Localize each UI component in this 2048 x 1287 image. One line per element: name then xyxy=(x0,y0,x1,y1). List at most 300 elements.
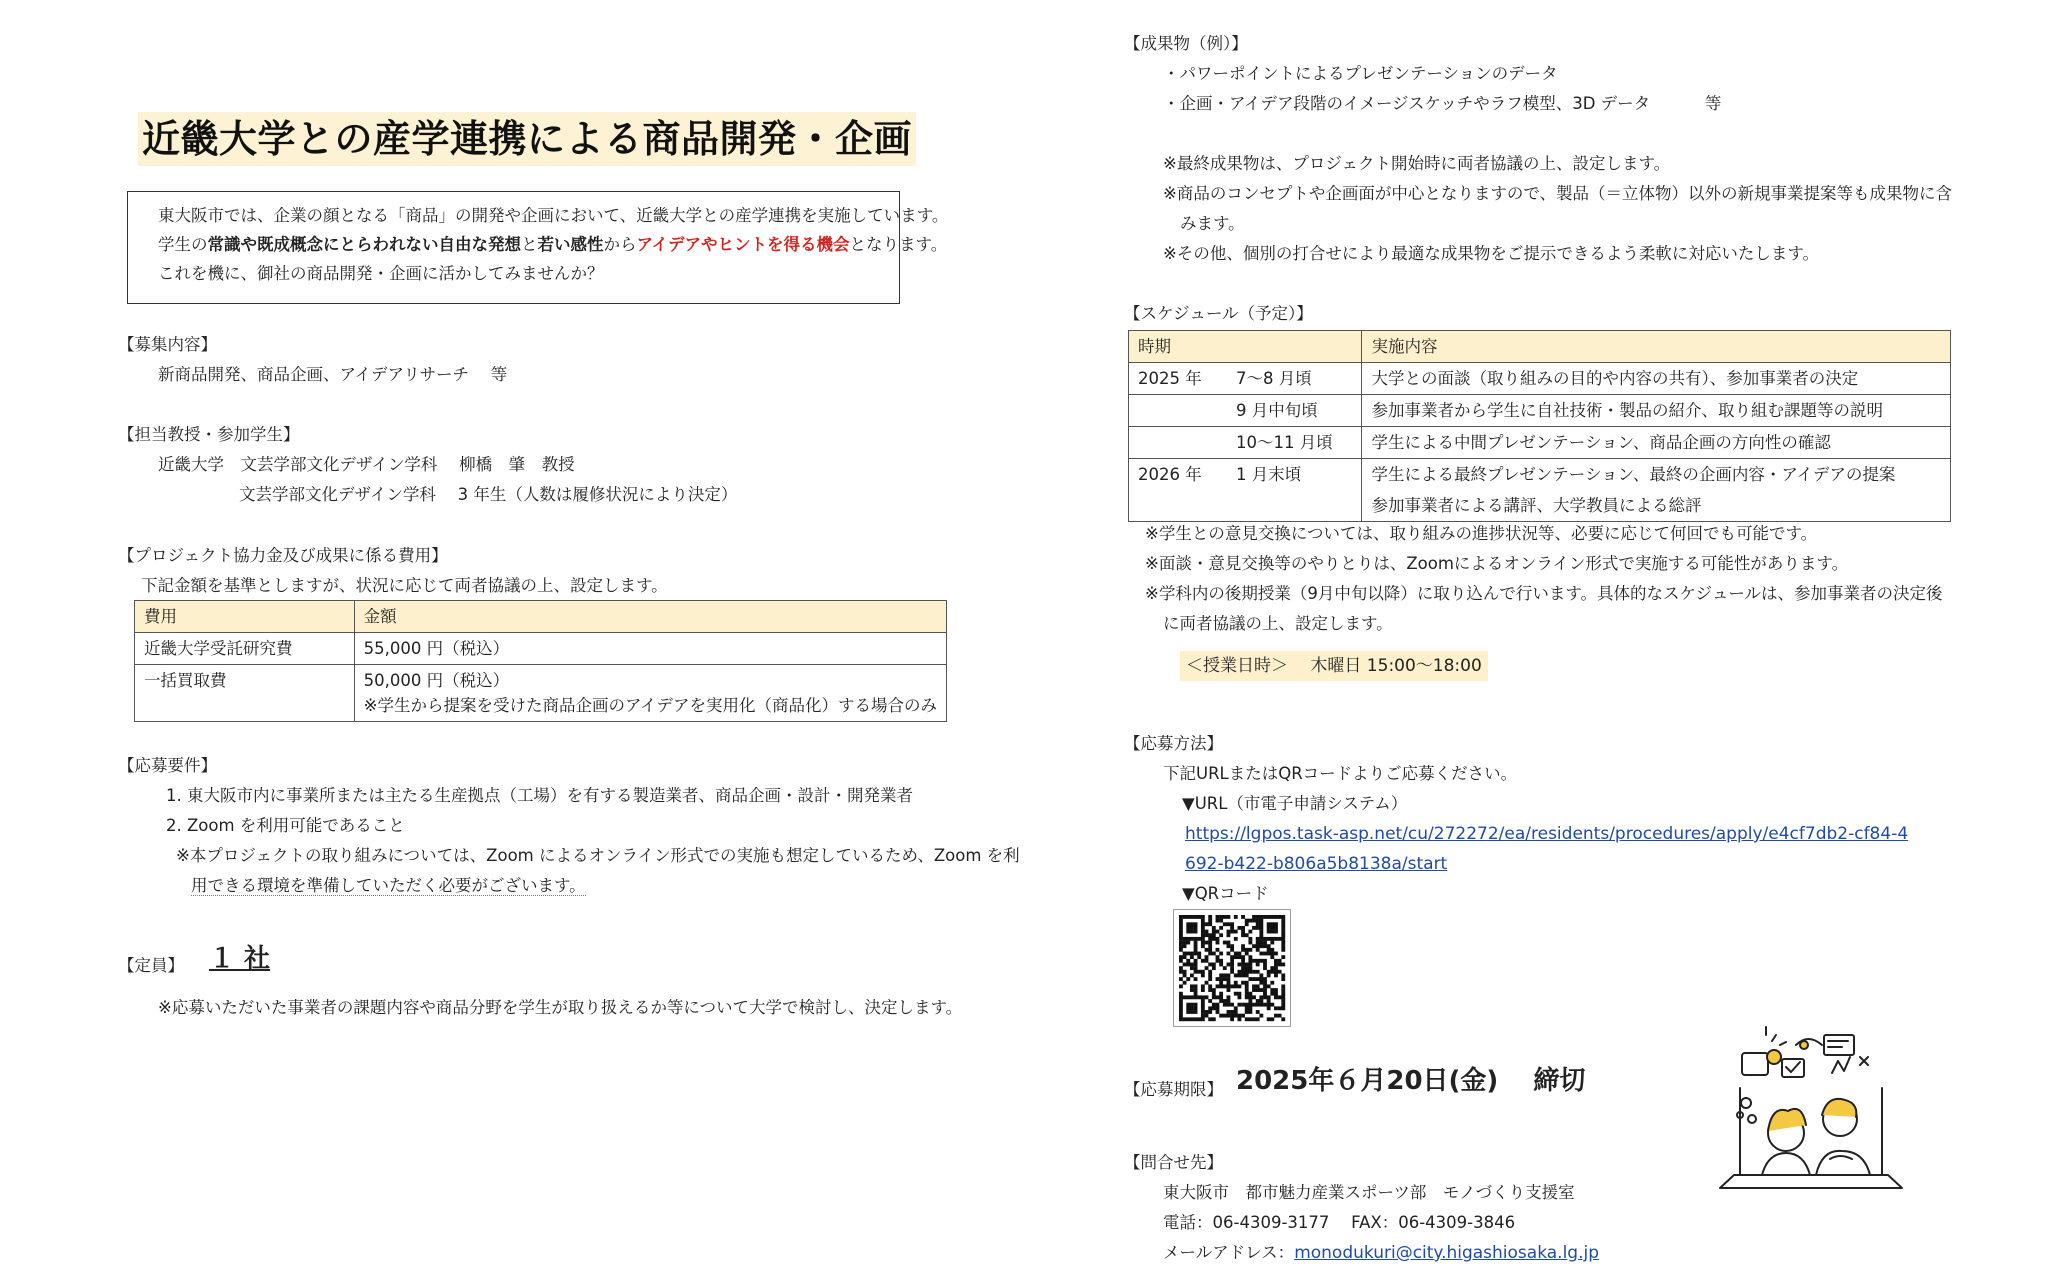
qr-module xyxy=(1194,1003,1198,1007)
qr-module xyxy=(1248,970,1252,974)
qr-module xyxy=(1201,944,1205,948)
qr-module xyxy=(1179,955,1183,959)
qr-module xyxy=(1208,984,1212,988)
qr-module xyxy=(1248,959,1252,963)
qr-module xyxy=(1263,966,1267,970)
qr-module xyxy=(1201,922,1205,926)
qr-module xyxy=(1256,926,1260,930)
qr-module xyxy=(1201,930,1205,934)
qr-module xyxy=(1179,1006,1183,1010)
qr-module xyxy=(1212,966,1216,970)
qr-module xyxy=(1190,955,1194,959)
qr-module xyxy=(1186,952,1190,956)
schedule-heading: 【スケジュール（予定）】 xyxy=(1124,304,1313,323)
qr-module xyxy=(1237,973,1241,977)
qr-module xyxy=(1190,952,1194,956)
qr-module xyxy=(1281,955,1285,959)
qr-module xyxy=(1179,948,1183,952)
qr-module xyxy=(1281,995,1285,999)
qr-module xyxy=(1179,922,1183,926)
qr-module xyxy=(1223,915,1227,919)
qr-module xyxy=(1252,944,1256,948)
apply-heading: 【応募方法】 xyxy=(1124,734,1223,753)
qr-module xyxy=(1183,970,1187,974)
qr-module xyxy=(1248,1003,1252,1007)
schedule-year xyxy=(1129,490,1228,522)
qr-module xyxy=(1223,1003,1227,1007)
qr-module xyxy=(1179,995,1183,999)
qr-module xyxy=(1256,963,1260,967)
schedule-month: 10～11 月頃 xyxy=(1227,427,1362,459)
qr-module xyxy=(1274,1014,1278,1018)
qr-module xyxy=(1179,933,1183,937)
qr-module xyxy=(1248,1010,1252,1014)
qr-module xyxy=(1281,926,1285,930)
table-row xyxy=(1129,490,1951,522)
qr-module xyxy=(1208,977,1212,981)
qr-module xyxy=(1248,937,1252,941)
qr-module xyxy=(1205,941,1209,945)
qr-module xyxy=(1281,988,1285,992)
qr-module xyxy=(1186,1006,1190,1010)
qr-module xyxy=(1212,930,1216,934)
deadline-value: 2025年６月20日(金) 締切 xyxy=(1236,1066,1586,1096)
qr-module xyxy=(1278,1014,1282,1018)
schedule-col-period: 時期 xyxy=(1129,331,1362,363)
qr-module xyxy=(1256,988,1260,992)
cost-col-item: 費用 xyxy=(135,601,355,633)
qr-module xyxy=(1259,941,1263,945)
qr-module xyxy=(1219,981,1223,985)
table-row xyxy=(1129,395,1951,427)
qr-module xyxy=(1252,977,1256,981)
qr-module xyxy=(1197,952,1201,956)
qr-module xyxy=(1216,915,1220,919)
qr-module xyxy=(1212,937,1216,941)
qr-module xyxy=(1263,915,1267,919)
qr-module xyxy=(1234,955,1238,959)
qr-module xyxy=(1216,930,1220,934)
qr-module xyxy=(1186,977,1190,981)
qr-module xyxy=(1248,1006,1252,1010)
qr-module xyxy=(1237,1017,1241,1021)
qr-module xyxy=(1216,995,1220,999)
qr-module xyxy=(1281,999,1285,1003)
qr-module xyxy=(1227,941,1231,945)
qr-module xyxy=(1186,959,1190,963)
qr-module xyxy=(1281,992,1285,996)
qr-module xyxy=(1216,984,1220,988)
qr-module xyxy=(1248,1017,1252,1021)
cost-table xyxy=(134,600,947,722)
qr-module xyxy=(1274,995,1278,999)
qr-module xyxy=(1208,948,1212,952)
qr-module xyxy=(1245,952,1249,956)
requirement-note-2: 用できる環境を準備していただく必要がございます。 xyxy=(191,876,586,895)
qr-module xyxy=(1212,988,1216,992)
apply-url-link-line-1[interactable]: https://lgpos.task-asp.net/cu/272272/ea/residents/procedures/apply/e4cf7db2-cf84-4 xyxy=(1185,824,1909,844)
qr-module xyxy=(1219,952,1223,956)
capacity-note: ※応募いただいた事業者の課題内容や商品分野を学生が取り扱えるか等について大学で検討し、決定します。 xyxy=(158,998,963,1017)
qr-module xyxy=(1245,933,1249,937)
qr-module xyxy=(1212,933,1216,937)
qr-module xyxy=(1259,944,1263,948)
qr-module xyxy=(1205,922,1209,926)
qr-module xyxy=(1267,1006,1271,1010)
qr-module xyxy=(1201,919,1205,923)
qr-module xyxy=(1201,970,1205,974)
qr-module xyxy=(1216,919,1220,923)
qr-module xyxy=(1267,1017,1271,1021)
qr-module xyxy=(1252,959,1256,963)
qr-module xyxy=(1237,963,1241,967)
qr-module xyxy=(1227,1010,1231,1014)
qr-module xyxy=(1245,992,1249,996)
qr-module xyxy=(1194,948,1198,952)
qr-module xyxy=(1190,922,1194,926)
qr-module xyxy=(1230,1003,1234,1007)
qr-module xyxy=(1252,1003,1256,1007)
qr-module xyxy=(1201,995,1205,999)
qr-module xyxy=(1205,955,1209,959)
qr-module xyxy=(1179,1014,1183,1018)
qr-module xyxy=(1219,995,1223,999)
qr-module xyxy=(1252,970,1256,974)
qr-module xyxy=(1183,981,1187,985)
qr-module xyxy=(1190,1017,1194,1021)
qr-module xyxy=(1216,937,1220,941)
schedule-year xyxy=(1129,427,1228,459)
qr-module xyxy=(1248,977,1252,981)
schedule-note-1: ※学生との意見交換については、取り組みの進捗状況等、必要に応じて何回でも可能です。 xyxy=(1145,524,1818,543)
qr-module xyxy=(1201,1006,1205,1010)
qr-module xyxy=(1263,959,1267,963)
qr-module xyxy=(1274,952,1278,956)
qr-module xyxy=(1281,984,1285,988)
qr-module xyxy=(1201,933,1205,937)
qr-module xyxy=(1234,1014,1238,1018)
qr-module xyxy=(1270,981,1274,985)
qr-module xyxy=(1245,948,1249,952)
qr-module xyxy=(1252,915,1256,919)
qr-module xyxy=(1267,948,1271,952)
qr-module xyxy=(1186,963,1190,967)
qr-module xyxy=(1252,1017,1256,1021)
requirement-note-1: ※本プロジェクトの取り組みについては、Zoom によるオンライン形式での実施も想定しているため、Zoom を利 xyxy=(176,846,1020,865)
qr-module xyxy=(1248,999,1252,1003)
deliverable-note-3: ※その他、個別の打合せにより最適な成果物をご提示できるよう柔軟に対応いたします。 xyxy=(1163,244,1820,263)
qr-module xyxy=(1259,933,1263,937)
qr-module xyxy=(1263,984,1267,988)
qr-module xyxy=(1263,952,1267,956)
qr-module xyxy=(1241,966,1245,970)
qr-module xyxy=(1194,1010,1198,1014)
qr-module xyxy=(1241,948,1245,952)
qr-module xyxy=(1237,1003,1241,1007)
qr-module xyxy=(1281,919,1285,923)
qr-module xyxy=(1281,1017,1285,1021)
qr-module xyxy=(1194,1006,1198,1010)
qr-module xyxy=(1183,955,1187,959)
qr-module xyxy=(1179,937,1183,941)
qr-module xyxy=(1186,930,1190,934)
qr-module xyxy=(1270,915,1274,919)
qr-module xyxy=(1267,944,1271,948)
qr-module xyxy=(1208,922,1212,926)
qr-module xyxy=(1201,1014,1205,1018)
cost-heading: 【プロジェクト協力金及び成果に係る費用】 xyxy=(118,546,448,565)
qr-module xyxy=(1212,952,1216,956)
deliverable-item-2: ・企画・アイデア段階のイメージスケッチやラフ模型、3D データ 等 xyxy=(1163,94,1722,113)
intro-line-1: 東大阪市では、企業の顔となる「商品」の開発や企画において、近畿大学との産学連携を実施しています。 xyxy=(158,206,949,225)
qr-module xyxy=(1190,937,1194,941)
qr-module xyxy=(1212,926,1216,930)
qr-module xyxy=(1223,966,1227,970)
qr-module xyxy=(1219,933,1223,937)
qr-module xyxy=(1230,922,1234,926)
qr-module xyxy=(1179,930,1183,934)
qr-module xyxy=(1245,970,1249,974)
qr-module xyxy=(1227,977,1231,981)
qr-module xyxy=(1259,999,1263,1003)
schedule-content: 参加事業者から学生に自社技術・製品の紹介、取り組む課題等の説明 xyxy=(1362,395,1951,427)
qr-module xyxy=(1230,948,1234,952)
qr-module xyxy=(1230,984,1234,988)
qr-module xyxy=(1216,1003,1220,1007)
qr-module xyxy=(1241,933,1245,937)
qr-module xyxy=(1270,1017,1274,1021)
qr-module xyxy=(1186,937,1190,941)
qr-module xyxy=(1263,995,1267,999)
qr-module xyxy=(1281,948,1285,952)
qr-module xyxy=(1205,948,1209,952)
schedule-col-content: 実施内容 xyxy=(1362,331,1951,363)
qr-module xyxy=(1274,922,1278,926)
qr-module xyxy=(1252,919,1256,923)
qr-module xyxy=(1208,973,1212,977)
qr-module xyxy=(1267,995,1271,999)
qr-module xyxy=(1248,995,1252,999)
qr-module xyxy=(1186,1017,1190,1021)
qr-module xyxy=(1208,1006,1212,1010)
qr-module xyxy=(1274,988,1278,992)
deliverable-note-1: ※最終成果物は、プロジェクト開始時に両者協議の上、設定します。 xyxy=(1163,154,1671,173)
qr-module xyxy=(1281,963,1285,967)
qr-module xyxy=(1263,977,1267,981)
qr-module xyxy=(1256,1010,1260,1014)
qr-module xyxy=(1245,988,1249,992)
qr-module xyxy=(1259,1014,1263,1018)
recruit-content: 新商品開発、商品企画、アイデアリサーチ 等 xyxy=(158,365,508,384)
qr-module xyxy=(1186,915,1190,919)
qr-module xyxy=(1263,1003,1267,1007)
qr-module xyxy=(1190,1003,1194,1007)
qr-module xyxy=(1205,930,1209,934)
qr-module xyxy=(1219,977,1223,981)
qr-module xyxy=(1190,930,1194,934)
qr-module xyxy=(1223,984,1227,988)
qr-module xyxy=(1208,944,1212,948)
qr-module xyxy=(1259,977,1263,981)
people-at-laptop-icon xyxy=(1712,1023,1912,1193)
qr-module xyxy=(1230,1010,1234,1014)
qr-module xyxy=(1270,941,1274,945)
qr-module xyxy=(1179,1003,1183,1007)
qr-module xyxy=(1270,966,1274,970)
professor-line-2: 文芸学部文化デザイン学科 3 年生（人数は履修状況により決定） xyxy=(239,485,738,504)
qr-module xyxy=(1183,941,1187,945)
schedule-year: 2025 年 xyxy=(1129,363,1228,395)
qr-module xyxy=(1245,984,1249,988)
qr-module xyxy=(1274,937,1278,941)
qr-module xyxy=(1212,963,1216,967)
qr-module xyxy=(1230,1014,1234,1018)
qr-module xyxy=(1179,999,1183,1003)
qr-code[interactable] xyxy=(1173,909,1291,1027)
qr-module xyxy=(1274,966,1278,970)
qr-module xyxy=(1281,944,1285,948)
qr-module xyxy=(1194,941,1198,945)
qr-module xyxy=(1186,922,1190,926)
apply-url-link-line-2[interactable]: 692-b422-b806a5b8138a/start xyxy=(1185,854,1448,874)
qr-module xyxy=(1216,977,1220,981)
qr-module xyxy=(1183,952,1187,956)
qr-module xyxy=(1245,1017,1249,1021)
qr-module xyxy=(1194,977,1198,981)
qr-module xyxy=(1194,966,1198,970)
qr-module xyxy=(1267,930,1271,934)
qr-module xyxy=(1194,988,1198,992)
cost-amount: 55,000 円（税込） xyxy=(354,633,946,665)
class-time: ＜授業日時＞ 木曜日 15:00～18:00 xyxy=(1180,651,1488,681)
qr-module xyxy=(1259,988,1263,992)
requirements-heading: 【応募要件】 xyxy=(118,756,217,775)
qr-module xyxy=(1190,963,1194,967)
cost-col-amount: 金額 xyxy=(354,601,946,633)
qr-module xyxy=(1208,933,1212,937)
qr-module xyxy=(1256,915,1260,919)
qr-module xyxy=(1212,1017,1216,1021)
qr-module xyxy=(1237,992,1241,996)
schedule-content: 参加事業者による講評、大学教員による総評 xyxy=(1362,490,1951,522)
qr-module xyxy=(1234,952,1238,956)
qr-module xyxy=(1245,1006,1249,1010)
qr-module xyxy=(1219,926,1223,930)
qr-module xyxy=(1270,937,1274,941)
qr-module xyxy=(1241,963,1245,967)
qr-module xyxy=(1190,966,1194,970)
qr-module xyxy=(1267,973,1271,977)
qr-module xyxy=(1245,963,1249,967)
qr-module xyxy=(1183,1017,1187,1021)
qr-module xyxy=(1256,1017,1260,1021)
qr-module xyxy=(1186,1003,1190,1007)
qr-module xyxy=(1256,922,1260,926)
schedule-year xyxy=(1129,395,1228,427)
qr-module xyxy=(1263,981,1267,985)
qr-module xyxy=(1256,977,1260,981)
qr-module xyxy=(1216,959,1220,963)
qr-module xyxy=(1227,988,1231,992)
qr-module xyxy=(1208,941,1212,945)
qr-module xyxy=(1237,955,1241,959)
qr-module xyxy=(1179,919,1183,923)
qr-module xyxy=(1219,915,1223,919)
qr-module xyxy=(1194,992,1198,996)
qr-module xyxy=(1212,1003,1216,1007)
qr-module xyxy=(1267,970,1271,974)
qr-module xyxy=(1223,973,1227,977)
qr-module xyxy=(1267,1003,1271,1007)
qr-module xyxy=(1205,1014,1209,1018)
qr-module xyxy=(1183,973,1187,977)
qr-module xyxy=(1201,1017,1205,1021)
qr-module xyxy=(1223,999,1227,1003)
qr-module xyxy=(1208,999,1212,1003)
qr-module xyxy=(1270,948,1274,952)
qr-module xyxy=(1241,926,1245,930)
qr-module xyxy=(1194,952,1198,956)
qr-module xyxy=(1197,970,1201,974)
qr-module xyxy=(1270,988,1274,992)
qr-module xyxy=(1259,922,1263,926)
qr-module xyxy=(1190,988,1194,992)
qr-module xyxy=(1201,1010,1205,1014)
qr-module xyxy=(1190,926,1194,930)
qr-module xyxy=(1263,941,1267,945)
contact-email-label: メールアドレス： xyxy=(1163,1243,1295,1262)
qr-module xyxy=(1208,919,1212,923)
schedule-content: 学生による最終プレゼンテーション、最終の企画内容・アイデアの提案 xyxy=(1362,459,1951,491)
qr-module xyxy=(1241,1003,1245,1007)
qr-module xyxy=(1230,966,1234,970)
qr-module xyxy=(1241,970,1245,974)
requirement-item-2: 2. Zoom を利用可能であること xyxy=(166,816,405,835)
qr-module xyxy=(1267,952,1271,956)
qr-module xyxy=(1267,915,1271,919)
qr-module xyxy=(1186,941,1190,945)
qr-module xyxy=(1179,992,1183,996)
cost-table-header xyxy=(135,601,947,633)
qr-module xyxy=(1183,915,1187,919)
schedule-content: 学生による中間プレゼンテーション、商品企画の方向性の確認 xyxy=(1362,427,1951,459)
qr-module xyxy=(1179,966,1183,970)
qr-module xyxy=(1201,999,1205,1003)
qr-module xyxy=(1274,959,1278,963)
table-row xyxy=(1129,363,1951,395)
qr-module xyxy=(1194,963,1198,967)
qr-module xyxy=(1201,941,1205,945)
qr-module xyxy=(1274,915,1278,919)
contact-email-link[interactable]: monodukuri@city.higashiosaka.lg.jp xyxy=(1294,1243,1600,1263)
qr-module xyxy=(1190,973,1194,977)
qr-module xyxy=(1237,926,1241,930)
cost-item: 一括買取費 xyxy=(135,665,355,722)
qr-module xyxy=(1263,992,1267,996)
qr-module xyxy=(1179,926,1183,930)
qr-module xyxy=(1183,995,1187,999)
qr-module xyxy=(1234,992,1238,996)
qr-module xyxy=(1219,963,1223,967)
contact-org: 東大阪市 都市魅力産業スポーツ部 モノづくり支援室 xyxy=(1163,1183,1575,1202)
qr-module xyxy=(1256,959,1260,963)
schedule-year: 2026 年 xyxy=(1129,459,1228,491)
schedule-note-3b: に両者協議の上、設定します。 xyxy=(1163,614,1393,633)
deliverable-note-2b: みます。 xyxy=(1180,214,1245,233)
qr-module xyxy=(1194,1017,1198,1021)
schedule-month: 7～8 月頃 xyxy=(1227,363,1362,395)
qr-module xyxy=(1237,984,1241,988)
